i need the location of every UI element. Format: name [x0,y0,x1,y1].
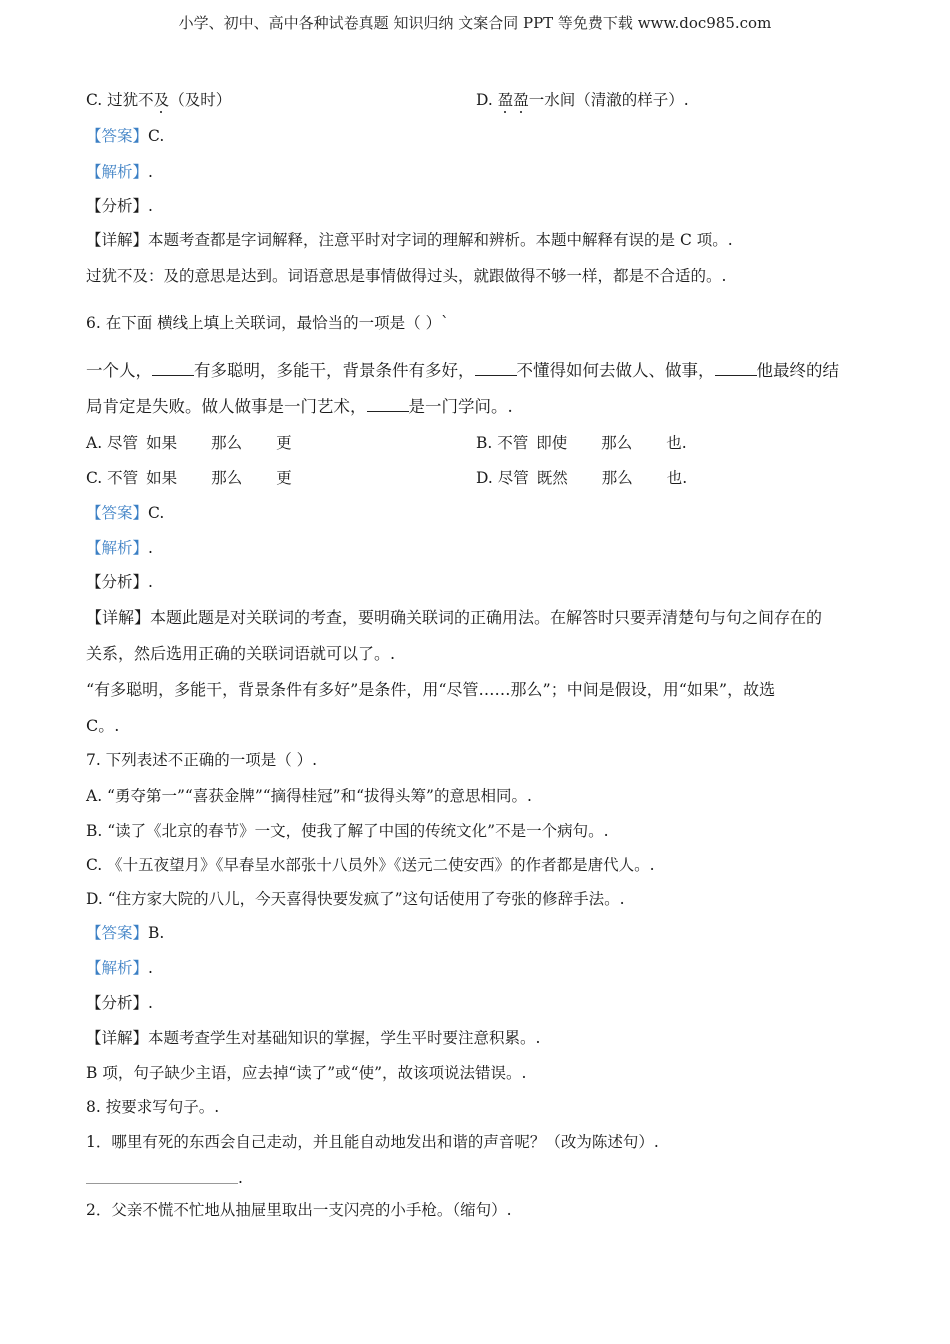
fill-blank [152,361,194,376]
q6-option-d: D. 尽管 既然 那么 也. [476,469,688,487]
q6-sentence-line1: 一个人， 有多聪明，多能干，背景条件有多好， 不懂得如何去做人、做事， 他最终的结 [86,361,839,380]
q7-answer: 【答案】B. [86,924,165,942]
q5-option-d: D. 盈盈一水间（清澈的样子）. [476,91,689,109]
q6-detail-line4: C。. [86,716,120,735]
q5-option-c: C. 过犹不及（及时） [86,91,232,109]
q7-detail: 【详解】本题考查学生对基础知识的掌握，学生平时要注意积累。. [86,1029,541,1047]
q7-fenxi: 【分析】. [86,994,153,1012]
q6-fenxi: 【分析】. [86,573,153,591]
fill-blank [715,361,757,376]
q5-note: 过犹不及：及的意思是达到。词语意思是事情做得过头，就跟做得不够一样，都是不合适的。. [86,267,727,285]
q6-stem: 6. 在下面 横线上填上关联词，最恰当的一项是（ ）` [86,314,449,332]
emphasis-dot-char: 盈 [497,91,514,109]
q8-stem: 8. 按要求写句子。. [86,1098,220,1116]
answer-line-end: . [238,1169,243,1187]
q6-detail-line3: “有多聪明，多能干，背景条件有多好”是条件，用“尽管……那么”；中间是假设，用“如果”，故选 [86,680,776,699]
q6-option-b: B. 不管 即使 那么 也. [476,434,687,452]
q7-option-b: B. “读了《北京的春节》一文，使我了解了中国的传统文化”不是一个病句。. [86,822,609,840]
q6-detail-line1: 【详解】本题此题是对关联词的考查，要明确关联词的正确用法。在解答时只要弄清楚句与句之间存在的 [86,608,823,627]
q8-item-2: 2．父亲不慌不忙地从抽屉里取出一支闪亮的小手枪。（缩句）. [86,1201,512,1219]
q6-option-c: C. 不管 如果 那么 更 [86,469,292,487]
q6-option-a: A. 尽管 如果 那么 更 [86,434,292,452]
q5-fenxi: 【分析】. [86,197,153,215]
q7-option-d: D. “住方家大院的八儿，今天喜得快要发疯了”这句话使用了夸张的修辞手法。. [86,890,625,908]
emphasis-dot-char: 盈 [513,91,529,109]
q6-sentence-line2: 局肯定是失败。做人做事是一门艺术， 是一门学问。. [86,397,513,416]
emphasis-dot-char: 及 [153,91,170,109]
q7-option-c: C. 《十五夜望月》《早春呈水部张十八员外》《送元二使安西》的作者都是唐代人。. [86,856,655,874]
q5-detail: 【详解】本题考查都是字词解释，注意平时对字词的理解和辨析。本题中解释有误的是 C 项。. [86,231,733,249]
answer-line [86,1183,238,1184]
q7-option-a: A. “勇夺第一”“喜获金牌”“摘得桂冠”和“拔得头筹”的意思相同。. [86,787,532,805]
q8-item-1: 1．哪里有死的东西会自己走动，并且能自动地发出和谐的声音呢？（改为陈述句）. [86,1133,659,1151]
q5-answer: 【答案】C. [86,127,165,145]
fill-blank [367,397,409,412]
q5-analysis: 【解析】. [86,163,153,181]
page-header: 小学、初中、高中各种试卷真题 知识归纳 文案合同 PPT 等免费下载 www.doc985.com [178,14,772,32]
q6-analysis: 【解析】. [86,539,153,557]
q6-answer: 【答案】C. [86,504,165,522]
fill-blank [475,361,517,376]
q7-stem: 7. 下列表述不正确的一项是（ ）. [86,751,318,769]
q6-detail-line2: 关系，然后选用正确的关联词语就可以了。. [86,644,396,663]
q7-analysis: 【解析】. [86,959,153,977]
q7-note: B 项，句子缺少主语，应去掉“读了”或“使”，故该项说法错误。. [86,1064,527,1082]
